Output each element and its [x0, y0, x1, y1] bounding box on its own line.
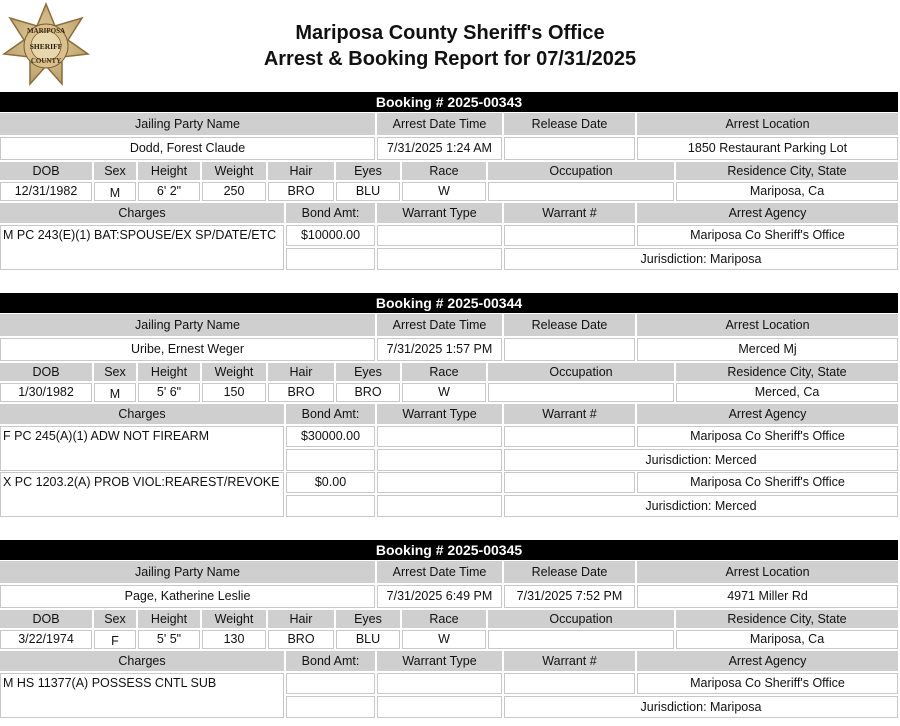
booking-section — [0, 540, 898, 720]
blank-cell — [286, 248, 375, 270]
label-release-date: Release Date — [504, 561, 635, 583]
charge-text: M PC 243(E)(1) BAT:SPOUSE/EX SP/DATE/ETC — [0, 225, 284, 270]
label-bond-amt: Bond Amt: — [286, 651, 375, 671]
label-occupation: Occupation — [488, 162, 674, 180]
jailing-party-name: Page, Katherine Leslie — [0, 585, 375, 608]
weight-value: 130 — [202, 630, 266, 649]
label-race: Race — [402, 610, 486, 628]
blank-cell — [286, 449, 375, 471]
weight-value: 150 — [202, 383, 266, 402]
residence-value: Mariposa, Ca — [676, 630, 898, 649]
arrest-agency: Mariposa Co Sheriff's Office — [637, 426, 898, 447]
label-eyes: Eyes — [336, 162, 400, 180]
blank-cell — [377, 696, 502, 718]
label-race: Race — [402, 363, 486, 381]
race-value: W — [402, 182, 486, 201]
label-warrant-no: Warrant # — [504, 404, 635, 424]
jurisdiction: Jurisdiction: Merced — [504, 495, 898, 517]
warrant-number — [504, 673, 635, 694]
weight-value: 250 — [202, 182, 266, 201]
sex-value: M — [94, 182, 136, 201]
warrant-number — [504, 225, 635, 246]
label-height: Height — [138, 610, 200, 628]
label-warrant-type: Warrant Type — [377, 404, 502, 424]
label-weight: Weight — [202, 162, 266, 180]
label-arrest-location: Arrest Location — [637, 561, 898, 583]
bond-amount — [286, 673, 375, 694]
eyes-value: BLU — [336, 182, 400, 201]
label-arrest-agency: Arrest Agency — [637, 651, 898, 671]
label-release-date: Release Date — [504, 113, 635, 135]
release-date: 7/31/2025 7:52 PM — [504, 585, 635, 608]
label-height: Height — [138, 162, 200, 180]
label-occupation: Occupation — [488, 363, 674, 381]
blank-cell — [377, 449, 502, 471]
height-value: 5' 6" — [138, 383, 200, 402]
label-sex: Sex — [94, 610, 136, 628]
sheriff-star-badge-icon — [2, 2, 90, 88]
charge-text: X PC 1203.2(A) PROB VIOL:REAREST/REVOKE — [0, 472, 284, 517]
warrant-type — [377, 225, 502, 246]
occupation-value — [488, 630, 674, 649]
warrant-number — [504, 472, 635, 493]
release-date — [504, 338, 635, 361]
badge-mid-text: SHERIFF — [29, 42, 63, 51]
dob-value: 3/22/1974 — [0, 630, 92, 649]
jurisdiction: Jurisdiction: Mariposa — [504, 248, 898, 270]
residence-value: Merced, Ca — [676, 383, 898, 402]
label-dob: DOB — [0, 363, 92, 381]
label-warrant-type: Warrant Type — [377, 203, 502, 223]
jurisdiction: Jurisdiction: Merced — [504, 449, 898, 471]
occupation-value — [488, 182, 674, 201]
label-arrest-agency: Arrest Agency — [637, 203, 898, 223]
label-bond-amt: Bond Amt: — [286, 404, 375, 424]
height-value: 6' 2" — [138, 182, 200, 201]
label-arrest-date-time: Arrest Date Time — [377, 113, 502, 135]
hair-value: BRO — [268, 182, 334, 201]
charge-text: F PC 245(A)(1) ADW NOT FIREARM — [0, 426, 284, 471]
label-jailing-party-name: Jailing Party Name — [0, 314, 375, 336]
sex-value: M — [94, 383, 136, 402]
label-charges: Charges — [0, 203, 284, 223]
label-hair: Hair — [268, 363, 334, 381]
height-value: 5' 5" — [138, 630, 200, 649]
label-warrant-type: Warrant Type — [377, 651, 502, 671]
label-eyes: Eyes — [336, 363, 400, 381]
label-weight: Weight — [202, 363, 266, 381]
warrant-type — [377, 472, 502, 493]
label-eyes: Eyes — [336, 610, 400, 628]
label-charges: Charges — [0, 404, 284, 424]
label-race: Race — [402, 162, 486, 180]
label-dob: DOB — [0, 162, 92, 180]
label-jailing-party-name: Jailing Party Name — [0, 561, 375, 583]
bond-amount: $30000.00 — [286, 426, 375, 447]
booking-title: Booking # 2025-00343 — [0, 92, 898, 112]
booking-section — [0, 293, 898, 519]
label-jailing-party-name: Jailing Party Name — [0, 113, 375, 135]
residence-value: Mariposa, Ca — [676, 182, 898, 201]
jailing-party-name: Dodd, Forest Claude — [0, 137, 375, 160]
race-value: W — [402, 630, 486, 649]
arrest-date-time: 7/31/2025 1:57 PM — [377, 338, 502, 361]
label-bond-amt: Bond Amt: — [286, 203, 375, 223]
label-arrest-location: Arrest Location — [637, 314, 898, 336]
label-charges: Charges — [0, 651, 284, 671]
warrant-type — [377, 673, 502, 694]
blank-cell — [286, 696, 375, 718]
release-date — [504, 137, 635, 160]
label-weight: Weight — [202, 610, 266, 628]
sex-value: F — [94, 630, 136, 649]
occupation-value — [488, 383, 674, 402]
arrest-agency: Mariposa Co Sheriff's Office — [637, 225, 898, 246]
blank-cell — [286, 495, 375, 517]
report-title: Mariposa County Sheriff's Office — [295, 22, 605, 44]
label-arrest-location: Arrest Location — [637, 113, 898, 135]
hair-value: BRO — [268, 630, 334, 649]
dob-value: 1/30/1982 — [0, 383, 92, 402]
booking-section — [0, 92, 898, 272]
arrest-location: 1850 Restaurant Parking Lot — [637, 137, 898, 160]
booking-title: Booking # 2025-00345 — [0, 540, 898, 560]
warrant-number — [504, 426, 635, 447]
jailing-party-name: Uribe, Ernest Weger — [0, 338, 375, 361]
race-value: W — [402, 383, 486, 402]
arrest-location: Merced Mj — [637, 338, 898, 361]
hair-value: BRO — [268, 383, 334, 402]
label-release-date: Release Date — [504, 314, 635, 336]
arrest-location: 4971 Miller Rd — [637, 585, 898, 608]
label-residence: Residence City, State — [676, 363, 898, 381]
label-arrest-date-time: Arrest Date Time — [377, 314, 502, 336]
label-warrant-no: Warrant # — [504, 651, 635, 671]
label-warrant-no: Warrant # — [504, 203, 635, 223]
blank-cell — [377, 495, 502, 517]
bond-amount: $0.00 — [286, 472, 375, 493]
badge-bottom-text: COUNTY — [30, 57, 62, 65]
label-dob: DOB — [0, 610, 92, 628]
arrest-agency: Mariposa Co Sheriff's Office — [637, 673, 898, 694]
arrest-date-time: 7/31/2025 1:24 AM — [377, 137, 502, 160]
warrant-type — [377, 426, 502, 447]
eyes-value: BLU — [336, 630, 400, 649]
blank-cell — [377, 248, 502, 270]
label-residence: Residence City, State — [676, 162, 898, 180]
eyes-value: BRO — [336, 383, 400, 402]
label-arrest-agency: Arrest Agency — [637, 404, 898, 424]
arrest-date-time: 7/31/2025 6:49 PM — [377, 585, 502, 608]
label-height: Height — [138, 363, 200, 381]
bond-amount: $10000.00 — [286, 225, 375, 246]
report-header — [0, 0, 900, 90]
badge-top-text: MARIPOSA — [26, 27, 66, 35]
charge-text: M HS 11377(A) POSSESS CNTL SUB — [0, 673, 284, 718]
label-occupation: Occupation — [488, 610, 674, 628]
arrest-agency: Mariposa Co Sheriff's Office — [637, 472, 898, 493]
label-hair: Hair — [268, 162, 334, 180]
jurisdiction: Jurisdiction: Mariposa — [504, 696, 898, 718]
label-sex: Sex — [94, 363, 136, 381]
label-residence: Residence City, State — [676, 610, 898, 628]
label-arrest-date-time: Arrest Date Time — [377, 561, 502, 583]
label-sex: Sex — [94, 162, 136, 180]
label-hair: Hair — [268, 610, 334, 628]
booking-title: Booking # 2025-00344 — [0, 293, 898, 313]
report-subtitle: Arrest & Booking Report for 07/31/2025 — [263, 48, 637, 70]
dob-value: 12/31/1982 — [0, 182, 92, 201]
